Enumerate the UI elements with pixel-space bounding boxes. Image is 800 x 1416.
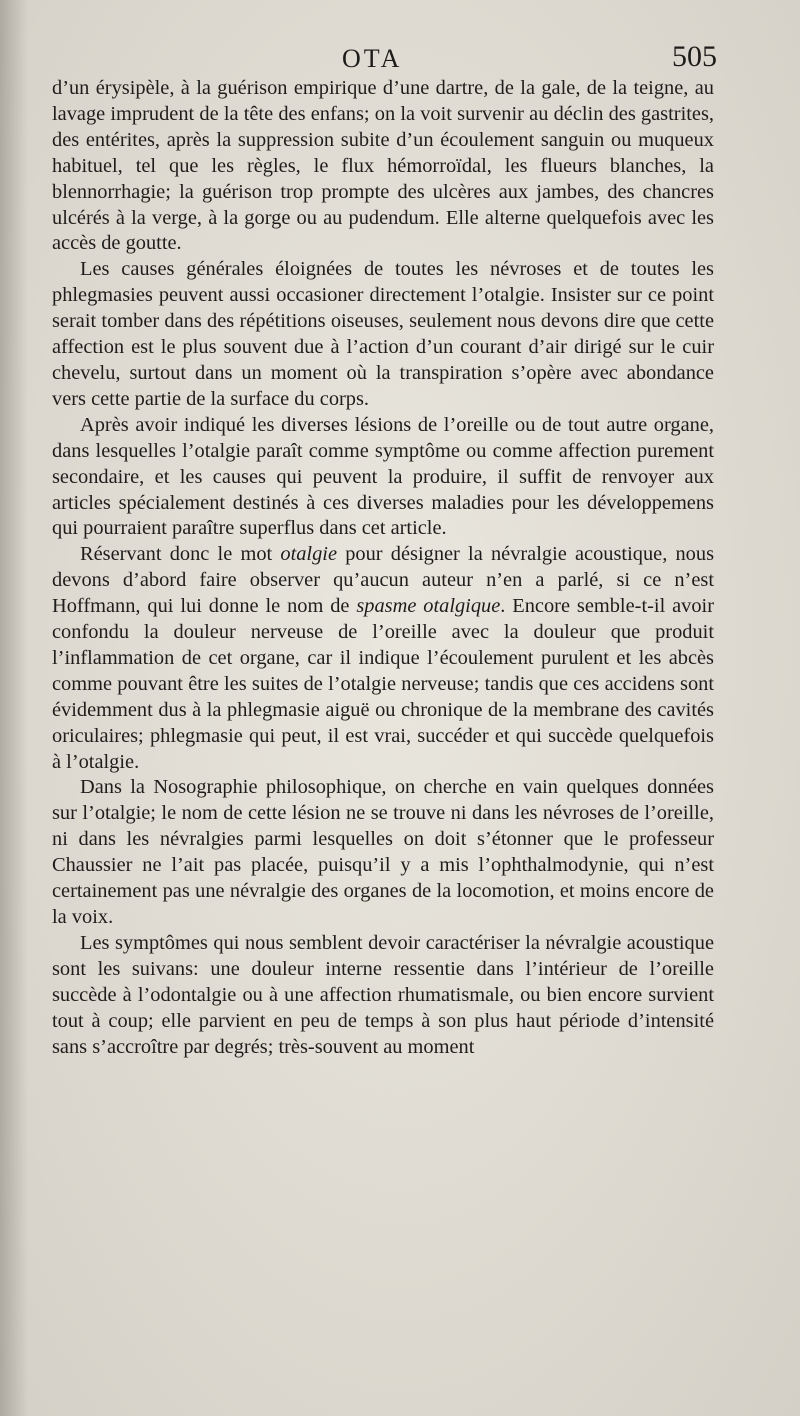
- paragraph-5: Dans la Nosographie philosophique, on cherche en vain quelques données sur l’otalgie; le nom de cette lésion ne se trouve ni dans les névroses de l’oreille, ni dans les névralgies parmi lesquelles on doit s’étonner que le professeur Chaussier ne l’ait pas placée, puisqu’il y a mis l’ophthalmodynie, qui n’est certainement pas une névralgie des organes de la locomotion, et moins encore de la voix.: [52, 776, 714, 928]
- paragraph-4-text-a: Réservant donc le mot: [80, 543, 281, 566]
- running-head: OTA: [342, 44, 403, 73]
- body-text: [52, 76, 714, 1060]
- page-number: 505: [672, 40, 717, 73]
- paragraph-4-text-e: . Encore semble-t-il avoir confondu la douleur nerveuse de l’oreille avec la douleur que produit l’inflammation de cet organe, car il indique l’écoulement purulent et les abcès comme pouvant être les suites de l’otalgie nerveuse; tandis que ces accidens sont évidemment dus à la phlegmasie aiguë ou chronique de la membrane des cavités oriculaires; phlegmasie qui peut, il est vrai, succéder et qui succède quelquefois à l’otalgie.: [52, 595, 715, 773]
- gutter-shadow: [0, 0, 28, 1416]
- term-spasme-otalgique: spasme otalgique: [356, 595, 501, 618]
- page-header: [0, 40, 800, 78]
- term-otalgie: otalgie: [280, 543, 338, 566]
- paragraph-6: Les symptômes qui nous semblent devoir caractériser la névralgie acoustique sont les suivans: une douleur interne ressentie dans l’intérieur de l’oreille succède à l’odontalgie ou à une affection rhumatismale, ou bien encore survient tout à coup; elle parvient en peu de temps à son plus haut période d’intensité sans s’accroître par degrés; très-souvent au moment: [52, 931, 714, 1058]
- paragraph-2: Les causes générales éloignées de toutes les névroses et de toutes les phlegmasies peuvent aussi occasioner directement l’otalgie. Insister sur ce point serait tomber dans des répétitions oiseuses, seulement nous devons dire que cette affection est le plus souvent due à l’action d’un courant d’air dirigé sur le cuir chevelu, surtout dans un moment où la transpiration s’opère avec abondance vers cette partie de la surface du corps.: [52, 258, 714, 410]
- paragraph-4: [52, 542, 714, 775]
- paragraph-3: Après avoir indiqué les diverses lésions de l’oreille ou de tout autre organe, dans lesquelles l’otalgie paraît comme symptôme ou comme affection purement secondaire, et les causes qui peuvent la produire, il suffit de renvoyer aux articles spécialement destinés à ces diverses maladies pour les développemens qui pourraient paraître superflus dans cet article.: [52, 413, 714, 540]
- paragraph-4-text-c: pour désigner la névralgie acoustique, nous devons d’abord faire observer qu’aucun auteur n’en a parlé, si ce n’est Hoffmann, qui lui donne le nom de: [52, 543, 714, 618]
- paragraph-1: d’un érysipèle, à la guérison empirique d’une dartre, de la gale, de la teigne, au lavage imprudent de la tête des enfans; on la voit survenir au déclin des gastrites, des entérites, après la suppression subite d’un écoulement sanguin ou muqueux habituel, tel que les règles, le flux hémorroïdal, les flueurs blanches, la blennorrhagie; la guérison trop prompte des ulcères aux jambes, des chancres ulcérés à la verge, à la gorge ou au pudendum. Elle alterne quelquefois avec les accès de goutte.: [52, 77, 714, 255]
